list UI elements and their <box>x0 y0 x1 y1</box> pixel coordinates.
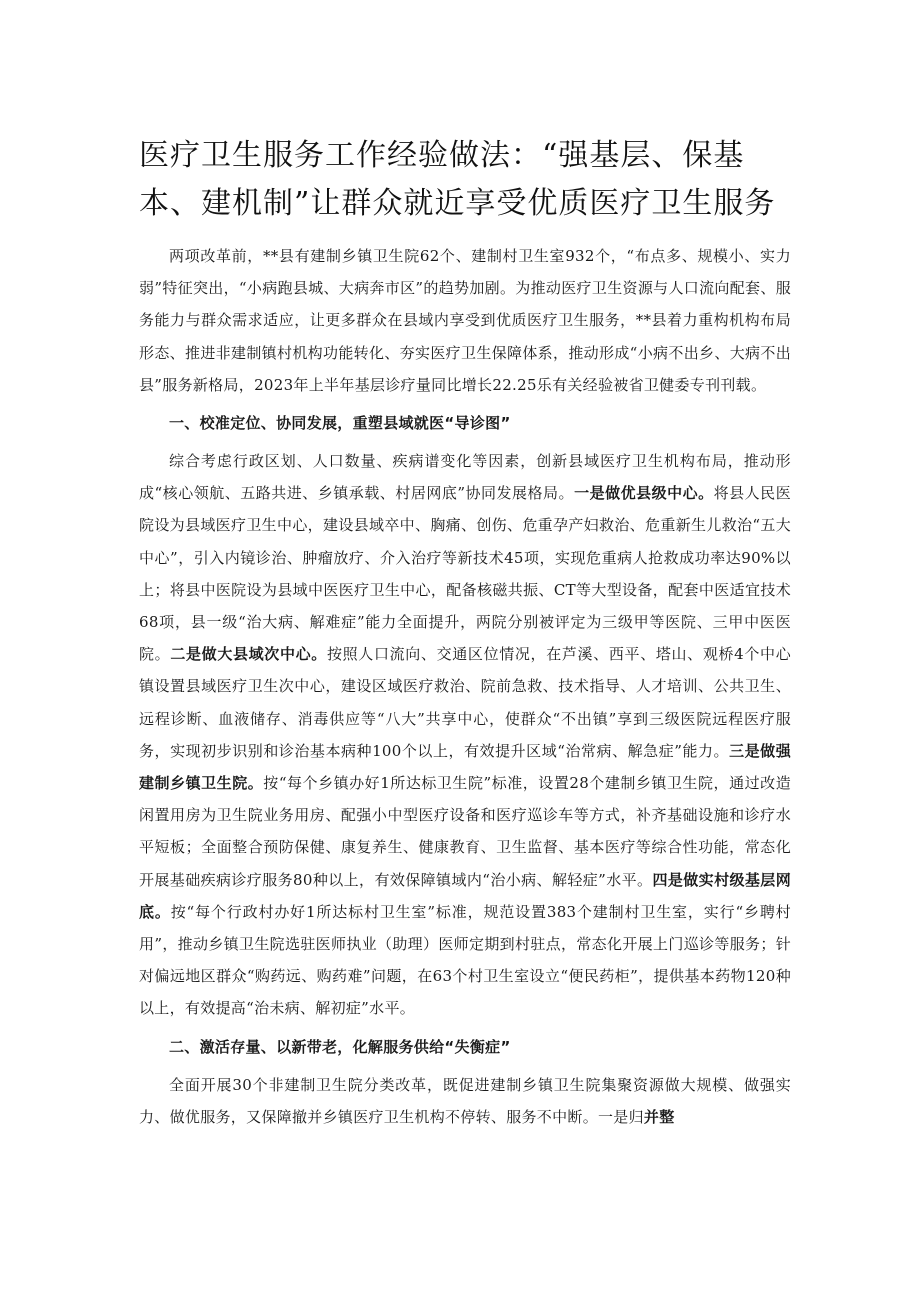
section-1-point-2: 二是做大县域次中心。 <box>170 645 327 664</box>
section-2-point-1: 并整 <box>643 1107 675 1126</box>
section-1-heading: 一、校准定位、协同发展，重塑县域就医“导诊图” <box>169 414 511 433</box>
section-1-text-a: 综合考虑行政区划、人口数量、疾病谱变化等因素，创新县域医疗卫生机构布局，推动形成“核心领航、五路共进、乡镇承载、村居网底”协同发展格局。 <box>139 452 791 503</box>
document-title: 医疗卫生服务工作经验做法：“强基层、保基本、建机制”让群众就近享受优质医疗卫生服务 <box>139 138 776 221</box>
section-1-point-1: 一是做优县级中心。 <box>574 484 714 503</box>
section-1-text-e: 按“每个行政村办好1所达标村卫生室”标准，规范设置383个建制村卫生室，实行“乡聘村用”，推动乡镇卫生院选驻医师执业（助理）医师定期到村驻点，常态化开展上门巡诊等服务；针对偏远地区群众“购药远、购药难”问题，在63个村卫生室设立“便民药柜”，提供基本药物120种以上，有效提高“治未病、解初症”水平。 <box>139 902 791 1018</box>
section-2-text-a: 全面开展30个非建制卫生院分类改革，既促进建制乡镇卫生院集聚资源做大规模、做强实力、做优服务，又保障撤并乡镇医疗卫生机构不停转、服务不中断。一是归 <box>139 1075 791 1126</box>
section-2-paragraph <box>139 1069 791 1133</box>
document-body <box>139 240 791 1133</box>
section-2-heading: 二、激活存量、以新带老，化解服务供给“失衡症” <box>169 1037 511 1056</box>
section-1-point-4: 四是做实村级基层网底。 <box>139 870 792 921</box>
section-1-text-d: 按“每个乡镇办好1所达标卫生院”标准，设置28个建制乡镇卫生院，通过改造闲置用房为卫生院业务用房、配强小中型医疗设备和医疗巡诊车等方式，补齐基础设施和诊疗水平短板；全面整合预防保健、康复养生、健康教育、卫生监督、基本医疗等综合性功能，常态化开展基础疾病诊疗服务80种以上，有效保障镇域内“治小病、解轻症”水平。 <box>139 774 791 889</box>
section-1-text-b: 将县人民医院设为县域医疗卫生中心，建设县域卒中、胸痛、创伤、危重孕产妇救治、危重新生儿救治“五大中心”，引入内镜诊治、肿瘤放疗、介入治疗等新技术45项，实现危重病人抢救成功率达90%以上；将县中医院设为县域中医医疗卫生中心，配备核磁共振、CT等大型设备，配套中医适宜技术68项，县一级“治大病、解难症”能力全面提升，两院分别被评定为三级甲等医院、三甲中医医院。 <box>139 484 791 664</box>
section-1-point-3: 三是做强建制乡镇卫生院。 <box>139 741 791 793</box>
section-1-paragraph <box>139 445 791 1025</box>
intro-paragraph: 两项改革前，**县有建制乡镇卫生院62个、建制村卫生室932个，“布点多、规模小、实力弱”特征突出，“小病跑县城、大病奔市区”的趋势加剧。为推动医疗卫生资源与人口流向配套、服务能力与群众需求适应，让更多群众在县域内享受到优质医疗卫生服务，**县着力重构机构布局形态、推进非建制镇村机构功能转化、夯实医疗卫生保障体系，推动形成“小病不出乡、大病不出县”服务新格局，2023年上半年基层诊疗量同比增长22.25乐有关经验被省卫健委专刊刊载。 <box>139 247 791 394</box>
section-1-text-c: 按照人口流向、交通区位情况，在芦溪、西平、塔山、观桥4个中心镇设置县域医疗卫生次中心，建设区域医疗救治、院前急救、技术指导、人才培训、公共卫生、远程诊断、血液储存、消毒供应等“八大”共享中心，使群众“不出镇”享到三级医院远程医疗服务，实现初步识别和诊治基本病种100个以上，有效提升区域“治常病、解急症”能力。 <box>139 645 791 760</box>
